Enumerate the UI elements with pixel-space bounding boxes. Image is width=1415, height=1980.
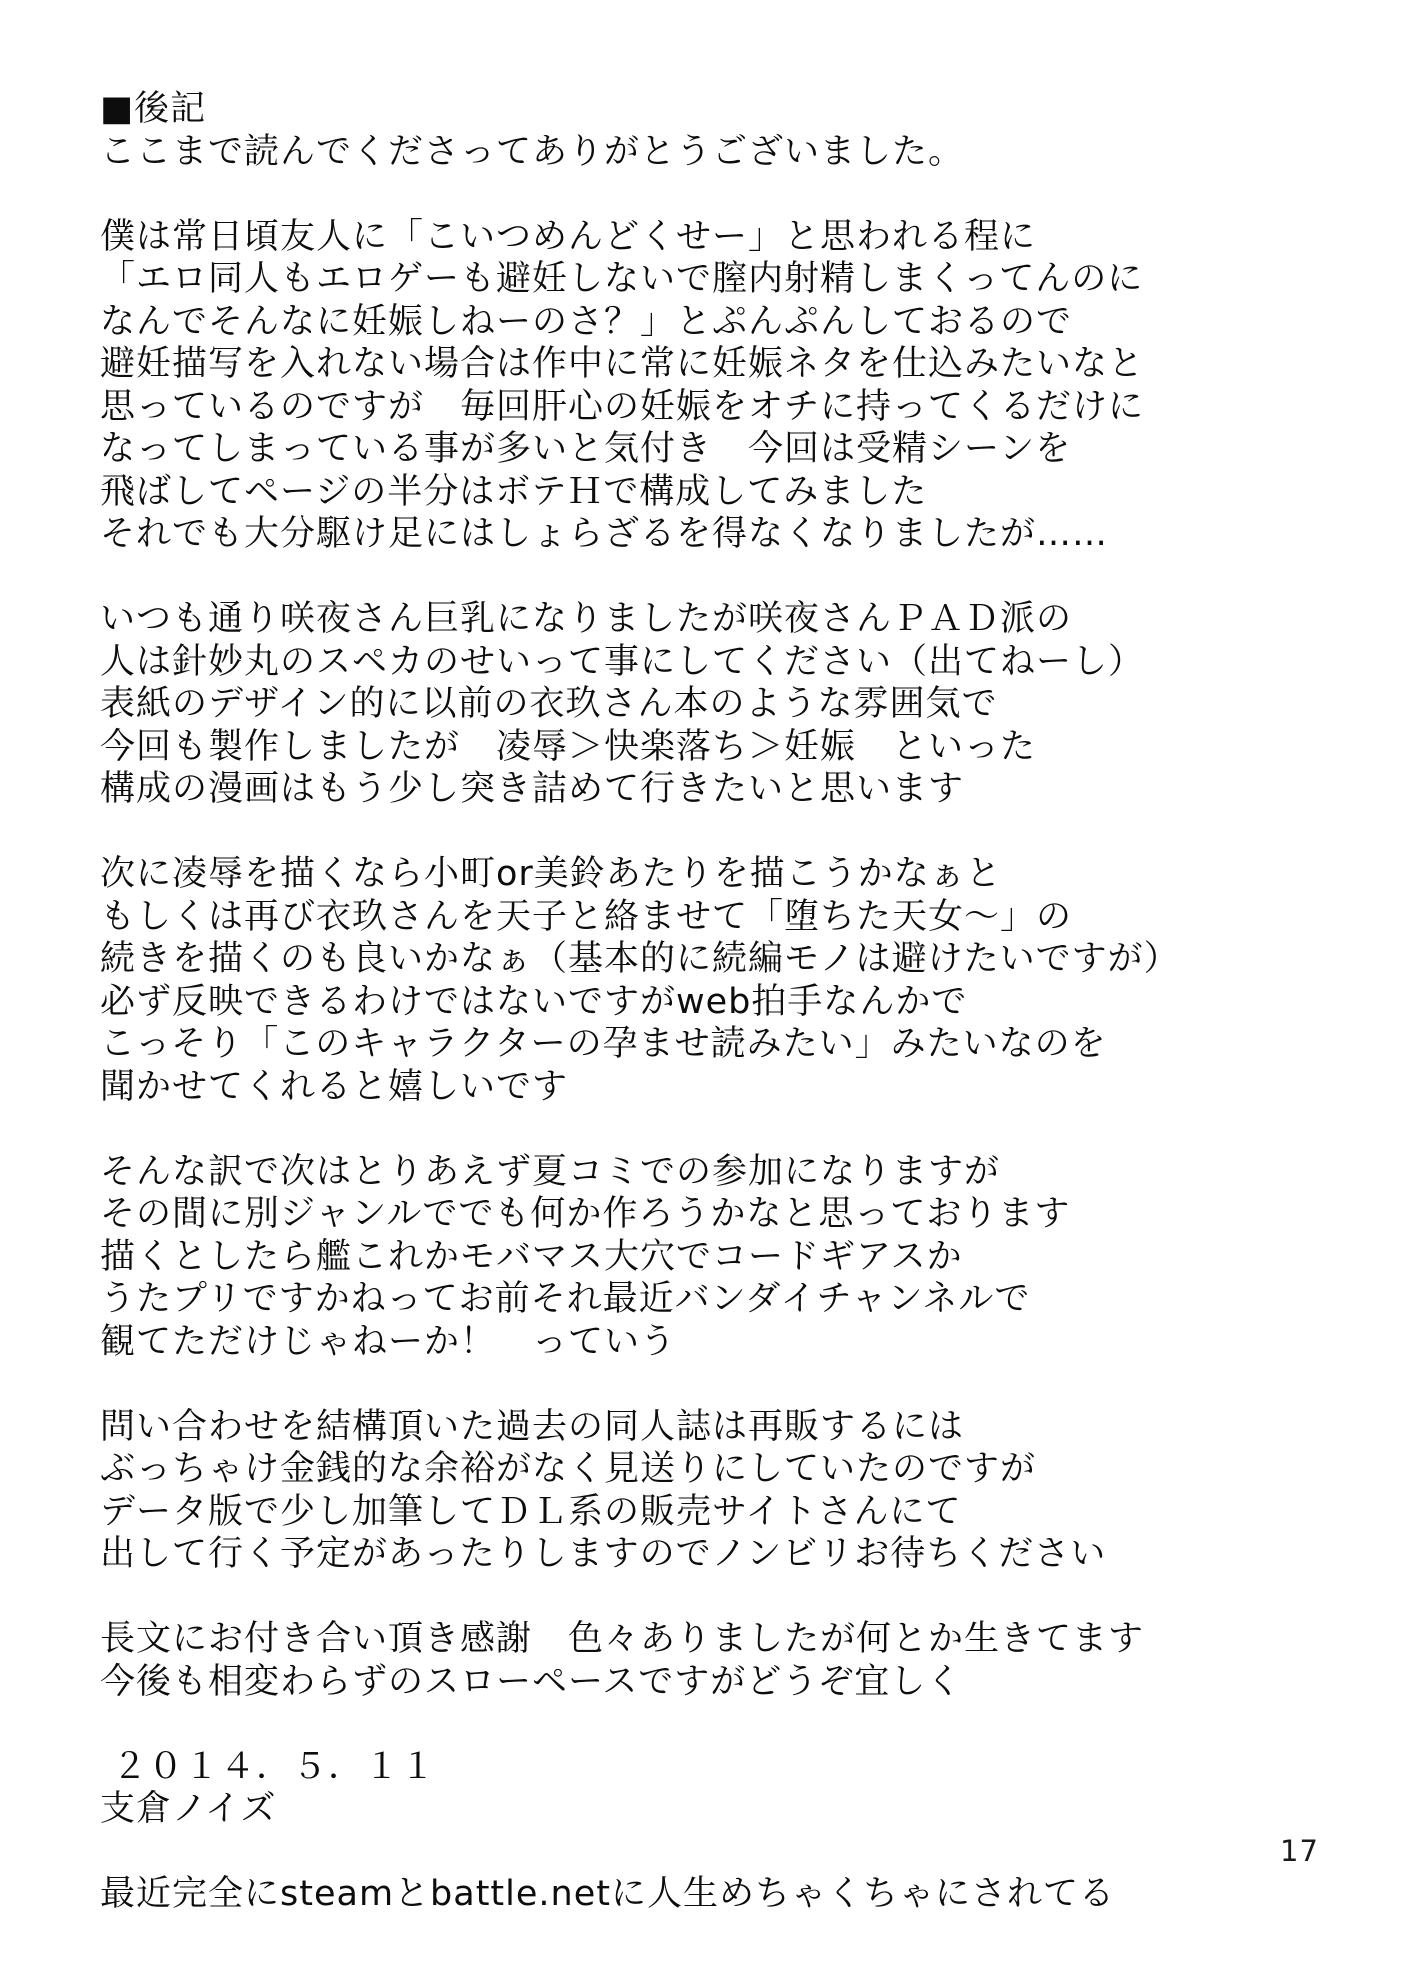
paragraph	[100, 131, 1350, 174]
text-line: 観てただけじゃねーか！ っていう	[100, 1321, 677, 1362]
text-line: 今回も製作しましたが 凌辱＞快楽落ち＞妊娠 といった	[100, 726, 1037, 767]
text-line: 「エロ同人もエロゲーも避妊しないで膣内射精しまくってんのに	[100, 259, 1144, 299]
text-line: 僕は常日頃友人に「こいつめんどくせー」と思われる程に	[100, 216, 1037, 257]
text-line: 今後も相変わらずのスローペースですがどうぞ宜しく	[100, 1661, 963, 1702]
paragraph	[100, 598, 1350, 811]
text-line: 次に凌辱を描くなら小町or美鈴あたりを描こうかなぁと	[100, 854, 1002, 894]
text-line: そんな訳で次はとりあえず夏コミでの参加になりますが	[100, 1151, 1001, 1192]
text-line: ここまで読んでくださってありがとうございました。	[100, 131, 965, 172]
text-line: ぶっちゃけ金銭的な余裕がなく見送りにしていたのですが	[100, 1449, 1037, 1489]
text-line: ２０１４．５．１１	[100, 1746, 437, 1787]
text-line: その間に別ジャンルででも何か作ろうかなと思っております	[100, 1194, 1071, 1234]
text-line: いつも通り咲夜さん巨乳になりましたが咲夜さんＰＡＤ派の	[100, 599, 1073, 639]
text-line: 構成の漫画はもう少し突き詰めて行きたいと思います	[100, 769, 965, 809]
text-line: なってしまっている事が多いと気付き 今回は受精シーンを	[100, 429, 1072, 469]
text-line: データ版で少し加筆してＤＬ系の販売サイトさんにて	[100, 1491, 962, 1532]
text-line: もしくは再び衣玖さんを天子と絡ませて「堕ちた天女～」の	[100, 896, 1073, 937]
text-line: 描くとしたら艦これかモバマス大穴でコードギアスか	[100, 1236, 963, 1277]
paragraph	[100, 1746, 1350, 1831]
text-line: 問い合わせを結構頂いた過去の同人誌は再販するには	[100, 1406, 965, 1447]
text-line: なんでそんなに妊娠しねーのさ？」とぷんぷんしておるので	[100, 301, 1073, 342]
section-title: ■後記	[100, 89, 207, 129]
text-line: 飛ばしてページの半分はボテＨで構成してみました	[100, 471, 928, 512]
text-line: 必ず反映できるわけではないですがweb拍手なんかで	[100, 981, 968, 1022]
text-line: 人は針妙丸のスペカのせいって事にしてください（出てねーし）	[100, 641, 1145, 682]
text-line: 聞かせてくれると嬉しいです	[100, 1066, 569, 1107]
text-line: 出して行く予定があったりしますのでノンビリお待ちください	[100, 1534, 1107, 1574]
text-line: 表紙のデザイン的に以前の衣玖さん本のような雰囲気で	[100, 684, 998, 724]
paragraph	[100, 1618, 1350, 1703]
text-line: 避妊描写を入れない場合は作中に常に妊娠ネタを仕込みたいなと	[100, 344, 1145, 384]
text-line: こっそり「このキャラクターの孕ませ読みたい」みたいなのを	[100, 1024, 1107, 1064]
text-line: 最近完全にsteamとbattle.netに人生めちゃくちゃにされてる	[100, 1874, 1115, 1914]
text-line: 長文にお付き合い頂き感謝 色々ありましたが何とか生きてます	[100, 1619, 1145, 1659]
paragraph	[100, 1151, 1350, 1364]
afterword-text-block	[100, 88, 1350, 1916]
text-line: それでも大分駆け足にはしょらざるを得なくなりましたが……	[100, 514, 1109, 554]
paragraph	[100, 1873, 1350, 1916]
paragraph	[100, 1406, 1350, 1576]
text-line: 支倉ノイズ	[100, 1789, 277, 1829]
text-line: うたプリですかねってお前それ最近バンダイチャンネルで	[100, 1279, 1031, 1319]
paragraph	[100, 853, 1350, 1108]
text-line: 思っているのですが 毎回肝心の妊娠をオチに持ってくるだけに	[100, 386, 1145, 427]
paragraph	[100, 216, 1350, 556]
page-number: 17	[1280, 1834, 1319, 1868]
text-line: 続きを描くのも良いかなぁ（基本的に続編モノは避けたいですが）	[100, 939, 1180, 979]
afterword-paragraphs	[100, 131, 1350, 1916]
